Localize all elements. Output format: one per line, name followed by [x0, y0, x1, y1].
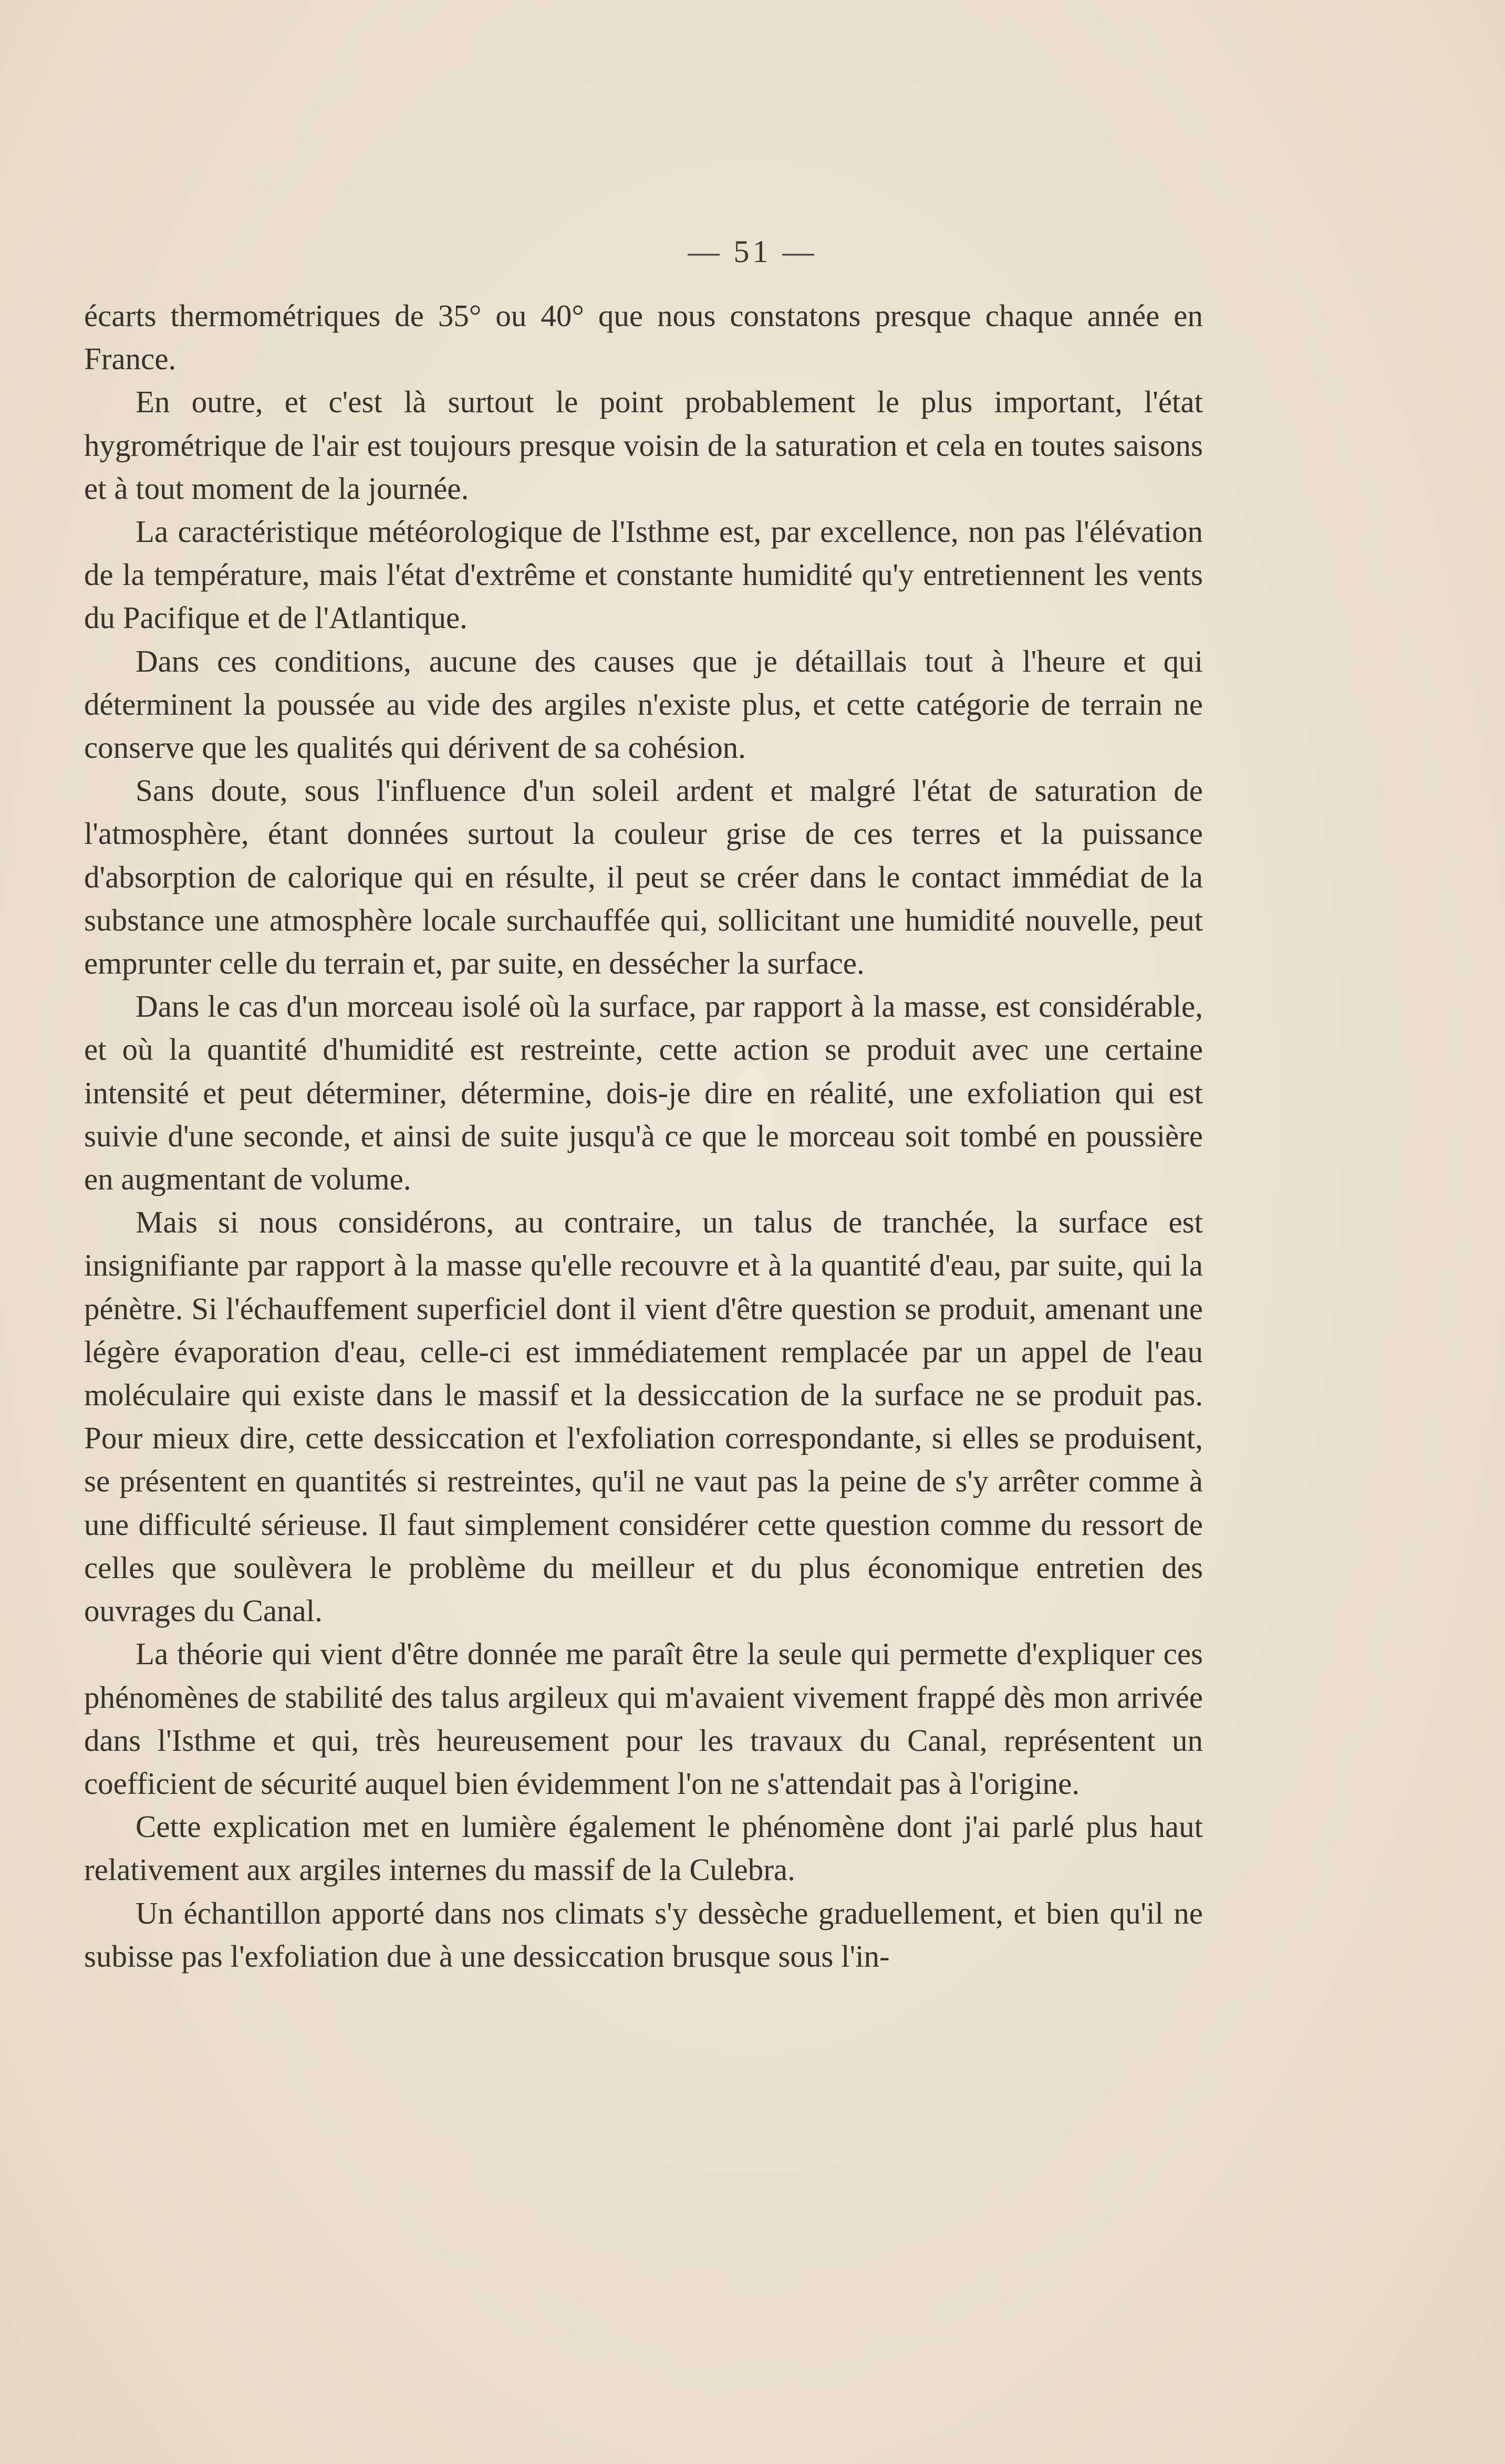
paragraph-7: Mais si nous considérons, au contraire, un talus de tranchée, la surface est insignifiante par rapport à la masse qu'elle recouvre et à la quantité d'eau, par suite, qui la pénètre. Si l'échauffement superficiel dont il vient d'être question se produit, amenant une légère évaporation d'eau, celle-ci est immédiatement remplacée par un appel de l'eau moléculaire qui existe dans le massif et la dessiccation de la surface ne se produit pas. Pour mieux dire, cette dessiccation et l'exfoliation correspondante, si elles se produisent, se présentent en quantités si restreintes, qu'il ne vaut pas la peine de s'y arrêter comme à une difficulté sérieuse. Il faut simplement considérer cette question comme du ressort de celles que soulèvera le problème du meilleur et du plus économique entretien des ouvrages du Canal.: [84, 1205, 1203, 1628]
paragraph-9: Cette explication met en lumière également le phénomène dont j'ai parlé plus haut relativement aux argiles internes du massif de la Culebra.: [84, 1809, 1203, 1887]
paragraph-1: écarts thermométriques de 35° ou 40° que nous constatons presque chaque année en France.: [84, 298, 1203, 377]
paragraph-5: Sans doute, sous l'influence d'un soleil ardent et malgré l'état de saturation de l'atmosphère, étant données surtout la couleur grise de ces terres et la puissance d'absorption de calorique qui en résulte, il peut se créer dans le contact immédiat de la substance une atmosphère locale surchauffée qui, sollicitant une humidité nouvelle, peut emprunter celle du terrain et, par suite, en dessécher la surface.: [84, 773, 1203, 981]
body-text: [84, 294, 1203, 1978]
page-number: — 51 —: [688, 234, 817, 269]
paragraph-3: La caractéristique météorologique de l'Isthme est, par excellence, non pas l'élévation de la température, mais l'état d'extrême et constante humidité qu'y entretiennent les vents du Pacifique et de l'Atlantique.: [84, 514, 1203, 635]
paragraph-6: Dans le cas d'un morceau isolé où la surface, par rapport à la masse, est considérable, et où la quantité d'humidité est restreinte, cette action se produit avec une certaine intensité et peut déterminer, détermine, dois-je dire en réalité, une exfoliation qui est suivie d'une seconde, et ainsi de suite jusqu'à ce que le morceau soit tombé en poussière en augmentant de volume.: [84, 989, 1203, 1197]
paragraph-10: Un échantillon apporté dans nos climats s'y dessèche graduellement, et bien qu'il ne subisse pas l'exfoliation due à une dessiccation brusque sous l'in-: [84, 1895, 1203, 1974]
paragraph-2: En outre, et c'est là surtout le point probablement le plus important, l'état hygrométrique de l'air est toujours presque voisin de la saturation et cela en toutes saisons et à tout moment de la journée.: [84, 384, 1203, 506]
paragraph-4: Dans ces conditions, aucune des causes que je détaillais tout à l'heure et qui déterminent la poussée au vide des argiles n'existe plus, et cette catégorie de terrain ne conserve que les qualités qui dérivent de sa cohésion.: [84, 643, 1203, 765]
paragraph-8: La théorie qui vient d'être donnée me paraît être la seule qui permette d'expliquer ces phénomènes de stabilité des talus argileux qui m'avaient vivement frappé dès mon arrivée dans l'Isthme et qui, très heureusement pour les travaux du Canal, représentent un coefficient de sécurité auquel bien évidemment l'on ne s'attendait pas à l'origine.: [84, 1636, 1203, 1801]
